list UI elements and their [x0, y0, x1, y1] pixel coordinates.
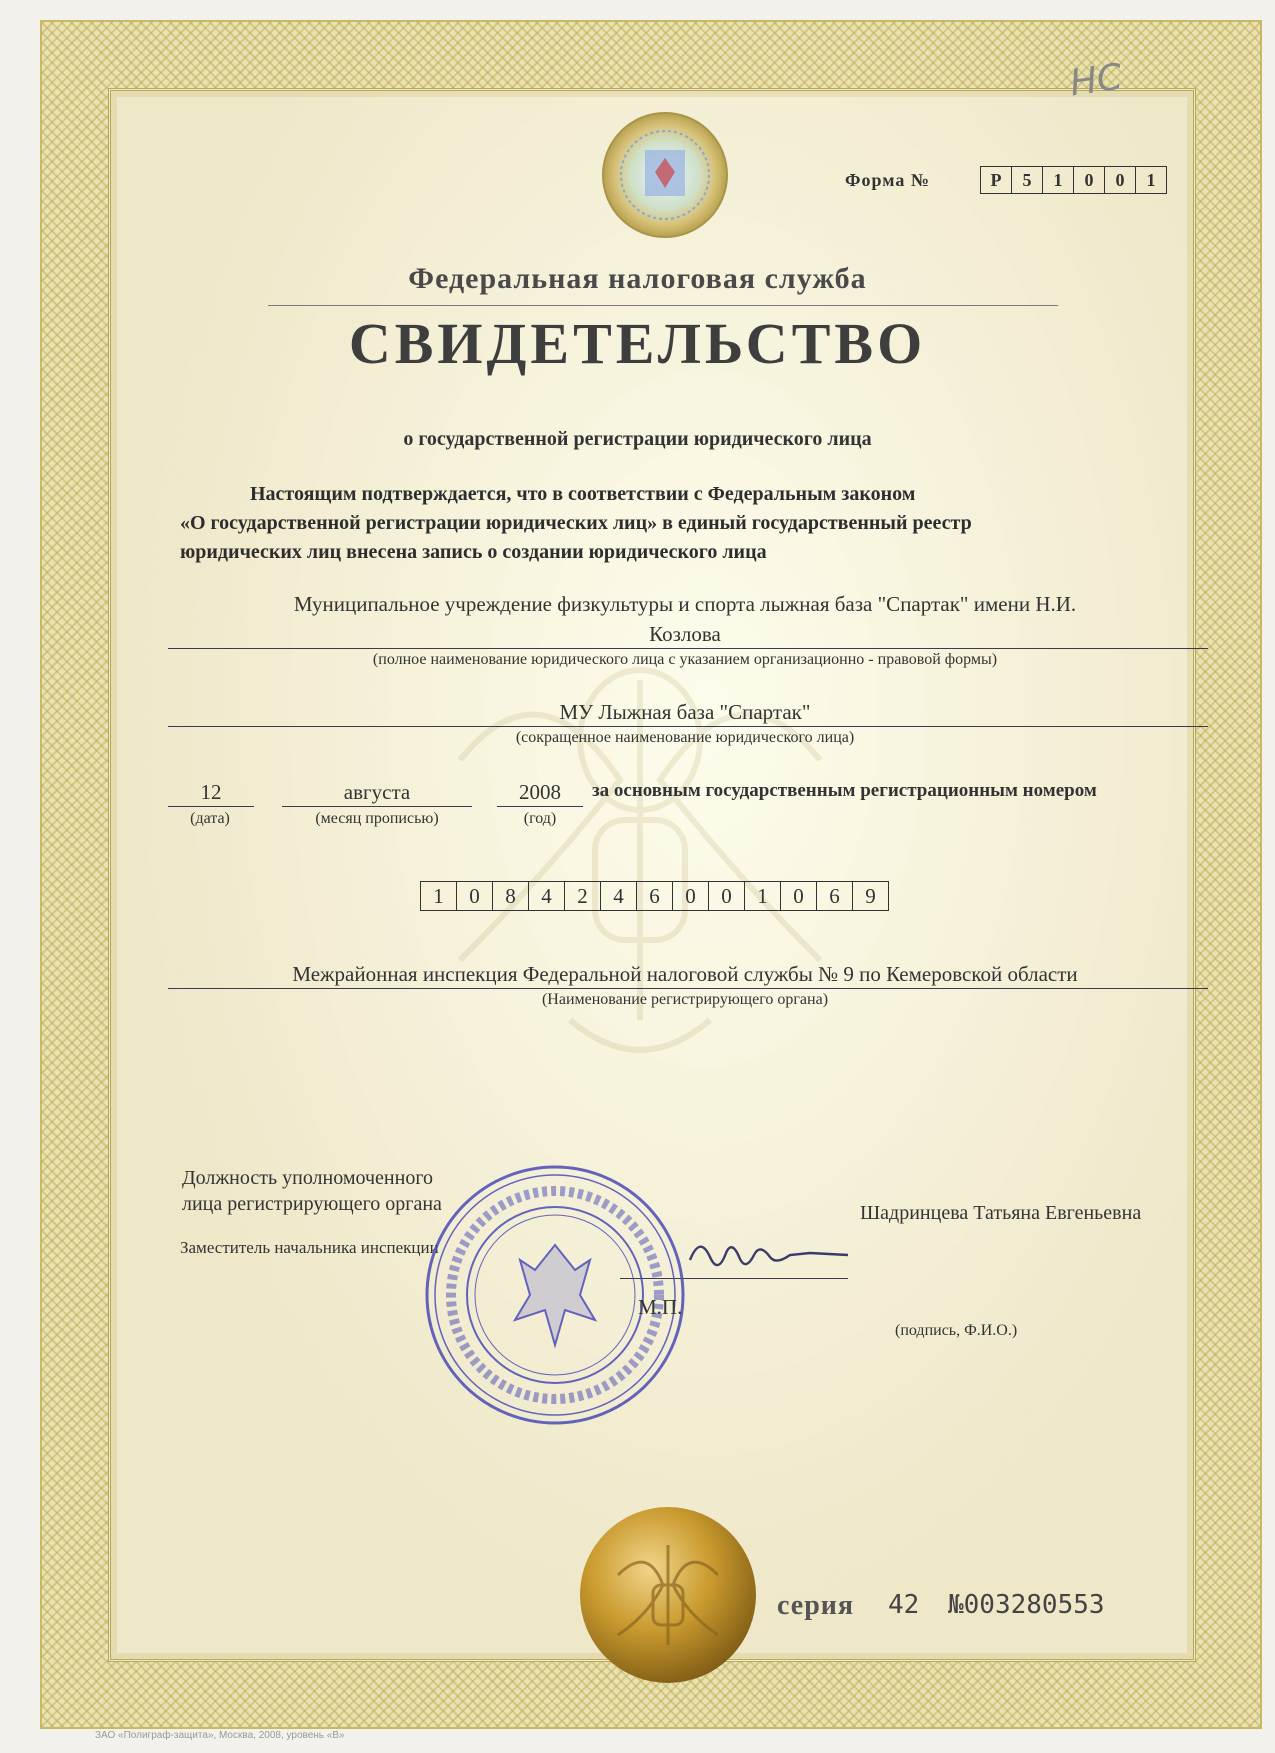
document-title: СВИДЕТЕЛЬСТВО	[348, 311, 927, 376]
intro-paragraph	[180, 480, 1190, 567]
ogrn-digit: 2	[565, 882, 601, 910]
eagle-watermark-icon	[420, 620, 860, 1080]
ogrn-digit: 6	[637, 882, 673, 910]
official-position-label	[182, 1165, 442, 1217]
signer-name: Шадринцева Татьяна Евгеньевна	[860, 1202, 1142, 1224]
ogrn-digit: 0	[709, 882, 745, 910]
form-number-label: Форма №	[845, 170, 930, 190]
agency-name: Федеральная налоговая служба	[408, 262, 867, 295]
authority-rule	[168, 988, 1208, 989]
handwritten-mark: НС	[1067, 56, 1125, 105]
hologram-emblem-icon	[600, 110, 730, 240]
short-name-caption: (сокращенное наименование юридического лица)	[515, 729, 855, 746]
serial-label: серия	[777, 1590, 855, 1621]
entity-short-name: МУ Лыжная база "Спартак"	[559, 700, 811, 724]
entity-full-name-line2: Козлова	[649, 622, 721, 646]
ogrn-digit: 8	[493, 882, 529, 910]
intro-line: юридических лиц внесена запись о создании юридического лица	[180, 541, 767, 563]
ogrn-digit: 6	[817, 882, 853, 910]
document-subtitle: о государственной регистрации юридического лица	[403, 428, 872, 450]
ogrn-digit: 9	[865, 883, 876, 908]
seal-place-label: М.П.	[638, 1295, 683, 1319]
month-caption: (месяц прописью)	[315, 810, 439, 827]
serial-number: №003280553	[948, 1590, 1105, 1620]
signature-caption: (подпись, Ф.И.О.)	[895, 1322, 1018, 1339]
intro-line: Настоящим подтверждается, что в соответствии с Федеральным законом	[250, 483, 916, 505]
form-code-boxes	[980, 166, 1167, 194]
full-name-caption: (полное наименование юридического лица с указанием организационно - правовой формы)	[372, 651, 998, 668]
intro-line: «О государственной регистрации юридических лиц» в единый государственный реестр	[180, 512, 972, 534]
form-code-char: Р	[981, 167, 1012, 193]
entity-full-name-line1: Муниципальное учреждение физкультуры и спорта лыжная база "Спартак" имени Н.И.	[293, 592, 1077, 616]
handwritten-signature-icon	[680, 1225, 860, 1285]
ogrn-digit: 4	[529, 882, 565, 910]
ogrn-digit: 0	[673, 882, 709, 910]
official-position: Заместитель начальника инспекции	[180, 1238, 439, 1257]
official-position-label-line: лица регистрирующего органа	[182, 1193, 442, 1215]
form-code-char: 0	[1105, 167, 1136, 193]
official-position-label-line: Должность уполномоченного	[182, 1167, 434, 1189]
ogrn-digit: 4	[601, 882, 637, 910]
ogrn-digit: 1	[745, 882, 781, 910]
full-name-rule	[168, 648, 1208, 649]
year-caption: (год)	[523, 810, 557, 827]
form-code-char: 5	[1012, 167, 1043, 193]
ogrn-digit: 0	[781, 882, 817, 910]
year-rule	[497, 806, 583, 807]
authority-caption: (Наименование регистрирующего органа)	[541, 991, 829, 1008]
form-code-char: 1	[1146, 169, 1156, 190]
authority-name: Межрайонная инспекция Федеральной налоговой службы № 9 по Кемеровской области	[292, 962, 1078, 986]
serial-series: 42	[888, 1590, 920, 1620]
ogrn-label: за основным государственным регистрационным номером	[592, 780, 1097, 801]
gold-seal-icon	[578, 1505, 758, 1685]
month-rule	[282, 806, 472, 807]
printer-imprint: ЗАО «Полиграф-защита», Москва, 2008, уровень «В»	[95, 1730, 345, 1741]
form-code-char: 1	[1043, 167, 1074, 193]
short-name-rule	[168, 726, 1208, 727]
agency-divider	[268, 305, 1058, 306]
registration-year: 2008	[519, 780, 561, 804]
ogrn-boxes	[420, 881, 889, 911]
registration-month: августа	[343, 780, 411, 804]
registration-day: 12	[200, 780, 222, 804]
day-caption: (дата)	[190, 810, 230, 827]
day-rule	[168, 806, 254, 807]
form-code-char: 0	[1074, 167, 1105, 193]
ogrn-digit: 1	[421, 882, 457, 910]
ogrn-digit: 0	[457, 882, 493, 910]
